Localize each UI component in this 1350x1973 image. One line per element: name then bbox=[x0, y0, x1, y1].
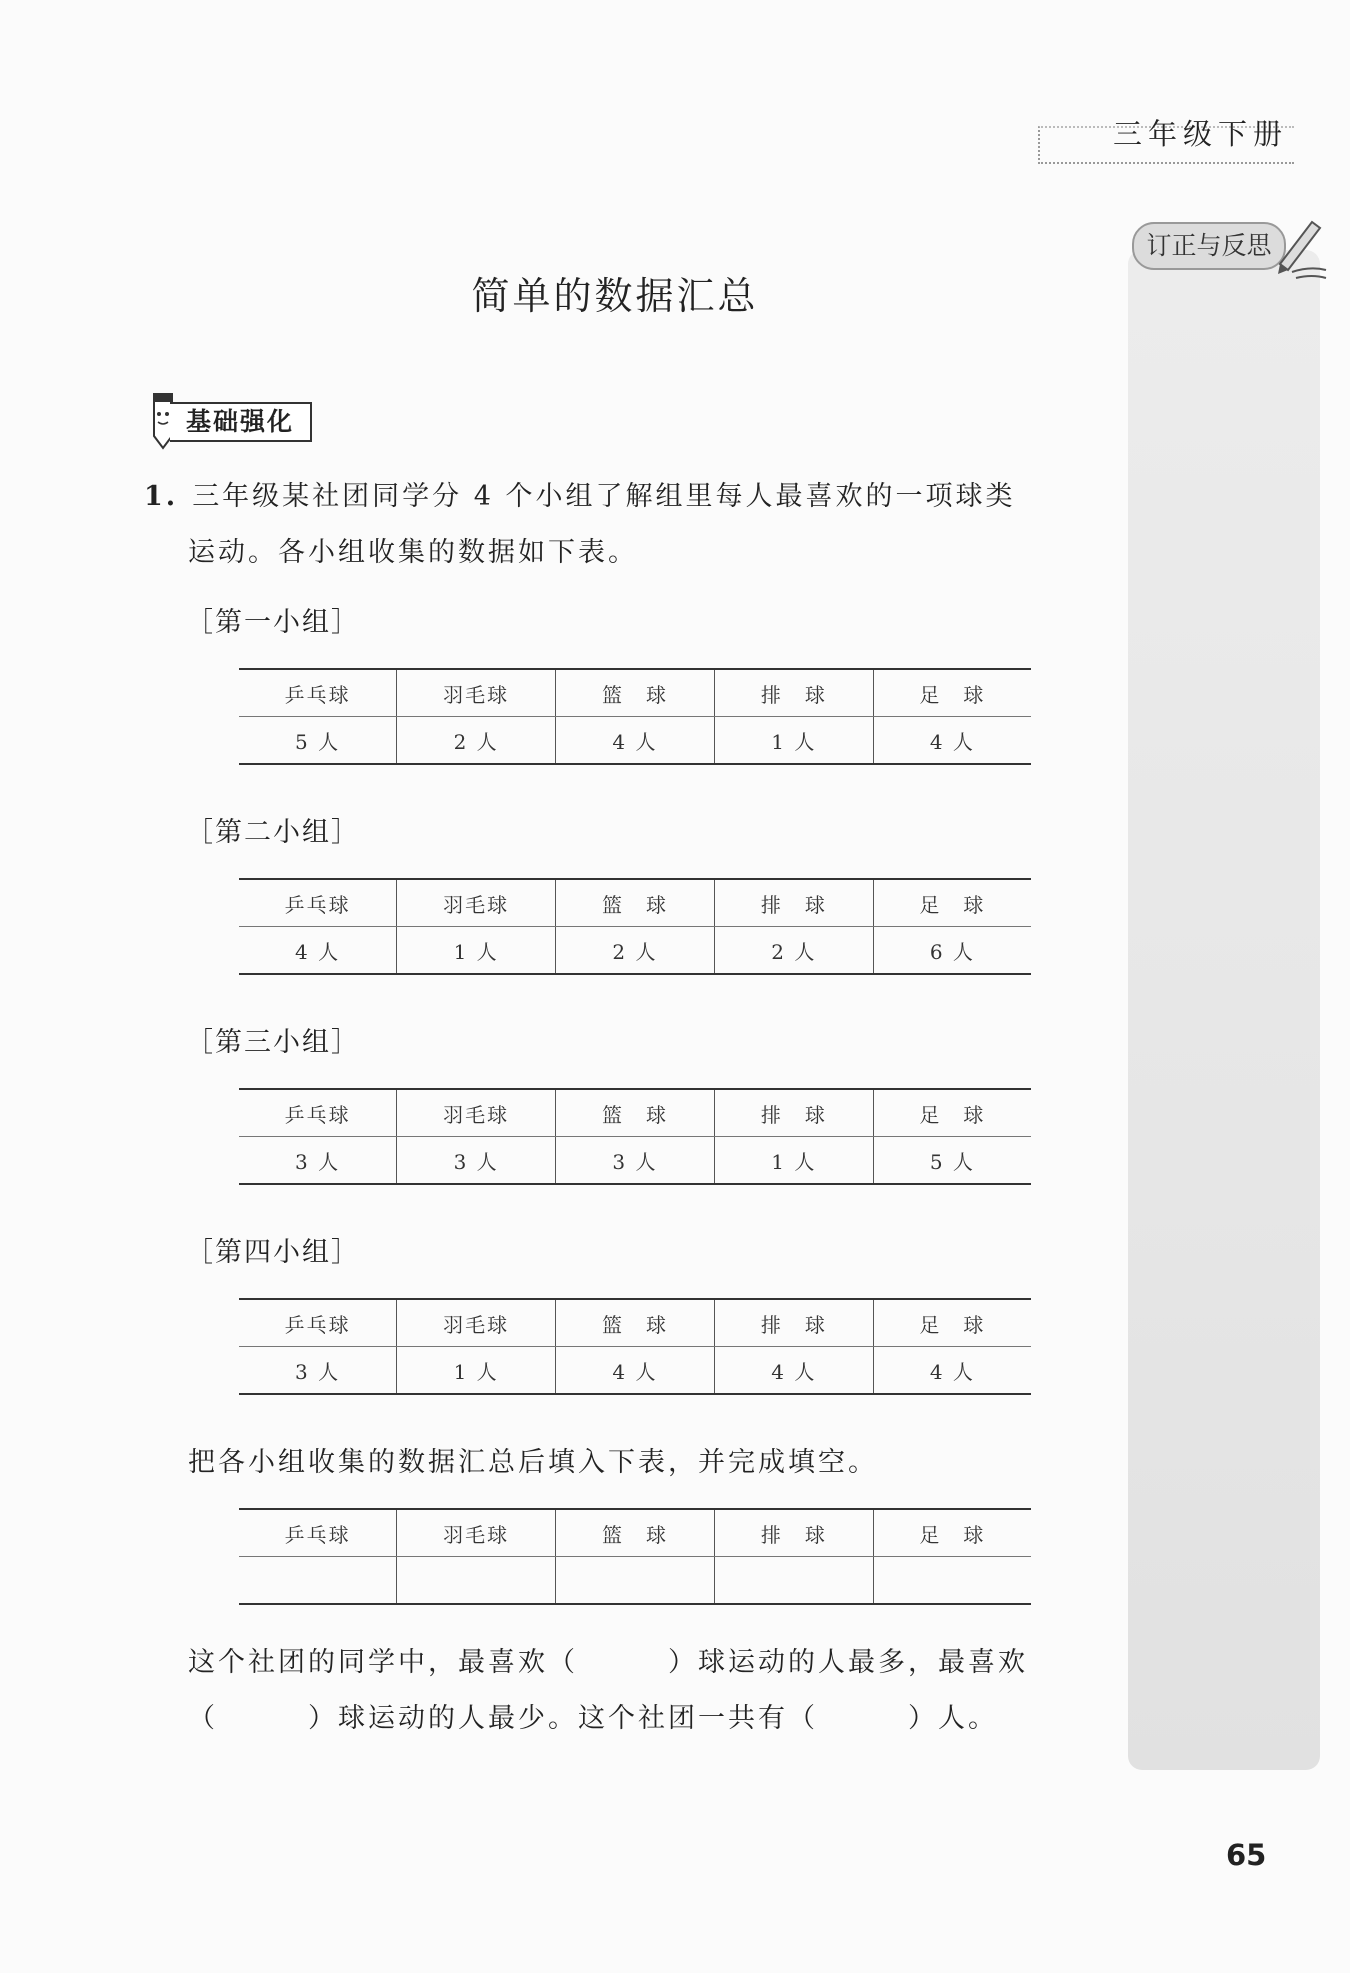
grade-label: 三年级下册 bbox=[1112, 117, 1288, 151]
table-cell: 4 人 bbox=[556, 1347, 715, 1395]
correction-sidebar bbox=[1128, 250, 1320, 1770]
group-label-1: ［第一小组］ bbox=[186, 607, 360, 638]
col-header: 篮 球 bbox=[556, 879, 715, 927]
pen-icon bbox=[1270, 214, 1330, 284]
section-label: 基础强化 bbox=[170, 402, 312, 442]
col-header: 足 球 bbox=[873, 1089, 1031, 1137]
col-header: 篮 球 bbox=[556, 1089, 715, 1137]
table-cell: 1 人 bbox=[714, 717, 873, 765]
question-line-1 bbox=[144, 474, 1016, 513]
table-cell: 3 人 bbox=[239, 1137, 397, 1185]
col-header: 篮 球 bbox=[556, 1509, 715, 1557]
col-header: 乒乓球 bbox=[239, 1299, 397, 1347]
table-cell: 5 人 bbox=[239, 717, 397, 765]
table-cell: 3 人 bbox=[397, 1137, 556, 1185]
group-table-3 bbox=[239, 1088, 1031, 1185]
col-header: 篮 球 bbox=[556, 1299, 715, 1347]
col-header: 排 球 bbox=[714, 669, 873, 717]
table-cell: 4 人 bbox=[714, 1347, 873, 1395]
table-cell: 2 人 bbox=[556, 927, 715, 975]
col-header: 乒乓球 bbox=[239, 669, 397, 717]
table-cell: 4 人 bbox=[873, 1347, 1031, 1395]
col-header: 乒乓球 bbox=[239, 1509, 397, 1557]
fill-in-line-1: 这个社团的同学中，最喜欢（ ）球运动的人最多，最喜欢 bbox=[188, 1647, 1028, 1678]
group-label-3: ［第三小组］ bbox=[186, 1027, 360, 1058]
table-cell: 4 人 bbox=[873, 717, 1031, 765]
fill-in-line-2: （ ）球运动的人最少。这个社团一共有（ ）人。 bbox=[188, 1703, 998, 1734]
group-table-1 bbox=[239, 668, 1031, 765]
col-header: 排 球 bbox=[714, 1299, 873, 1347]
col-header: 羽毛球 bbox=[397, 1089, 556, 1137]
col-header: 排 球 bbox=[714, 1509, 873, 1557]
table-cell: 1 人 bbox=[397, 927, 556, 975]
col-header: 篮 球 bbox=[556, 669, 715, 717]
col-header: 羽毛球 bbox=[397, 669, 556, 717]
group-label-2: ［第二小组］ bbox=[186, 817, 360, 848]
table-cell: 1 人 bbox=[714, 1137, 873, 1185]
col-header: 足 球 bbox=[873, 1509, 1031, 1557]
page-number: 65 bbox=[1226, 1838, 1267, 1872]
question-line-2: 运动。各小组收集的数据如下表。 bbox=[188, 537, 638, 568]
group-label-4: ［第四小组］ bbox=[186, 1237, 360, 1268]
summary-answer-cell[interactable] bbox=[556, 1557, 715, 1605]
table-cell: 2 人 bbox=[714, 927, 873, 975]
question-text-1: 三年级某社团同学分 4 个小组了解组里每人最喜欢的一项球类 bbox=[192, 481, 1016, 512]
summary-answer-cell[interactable] bbox=[873, 1557, 1031, 1605]
col-header: 足 球 bbox=[873, 669, 1031, 717]
section-badge bbox=[146, 388, 316, 450]
correction-sidebar-tab: 订正与反思 bbox=[1132, 222, 1286, 270]
col-header: 足 球 bbox=[873, 1299, 1031, 1347]
summary-instruction: 把各小组收集的数据汇总后填入下表，并完成填空。 bbox=[188, 1447, 878, 1478]
table-cell: 3 人 bbox=[239, 1347, 397, 1395]
col-header: 排 球 bbox=[714, 879, 873, 927]
col-header: 乒乓球 bbox=[239, 879, 397, 927]
col-header: 足 球 bbox=[873, 879, 1031, 927]
page-title: 简单的数据汇总 bbox=[471, 274, 759, 318]
table-cell: 4 人 bbox=[556, 717, 715, 765]
table-cell: 1 人 bbox=[397, 1347, 556, 1395]
table-cell: 3 人 bbox=[556, 1137, 715, 1185]
col-header: 乒乓球 bbox=[239, 1089, 397, 1137]
group-table-2 bbox=[239, 878, 1031, 975]
col-header: 羽毛球 bbox=[397, 879, 556, 927]
col-header: 羽毛球 bbox=[397, 1299, 556, 1347]
summary-table bbox=[239, 1508, 1031, 1605]
question-number: 1. bbox=[144, 481, 179, 512]
table-cell: 4 人 bbox=[239, 927, 397, 975]
table-cell: 6 人 bbox=[873, 927, 1031, 975]
summary-answer-cell[interactable] bbox=[239, 1557, 397, 1605]
table-cell: 5 人 bbox=[873, 1137, 1031, 1185]
col-header: 羽毛球 bbox=[397, 1509, 556, 1557]
table-cell: 2 人 bbox=[397, 717, 556, 765]
summary-answer-cell[interactable] bbox=[397, 1557, 556, 1605]
group-table-4 bbox=[239, 1298, 1031, 1395]
col-header: 排 球 bbox=[714, 1089, 873, 1137]
summary-answer-cell[interactable] bbox=[714, 1557, 873, 1605]
